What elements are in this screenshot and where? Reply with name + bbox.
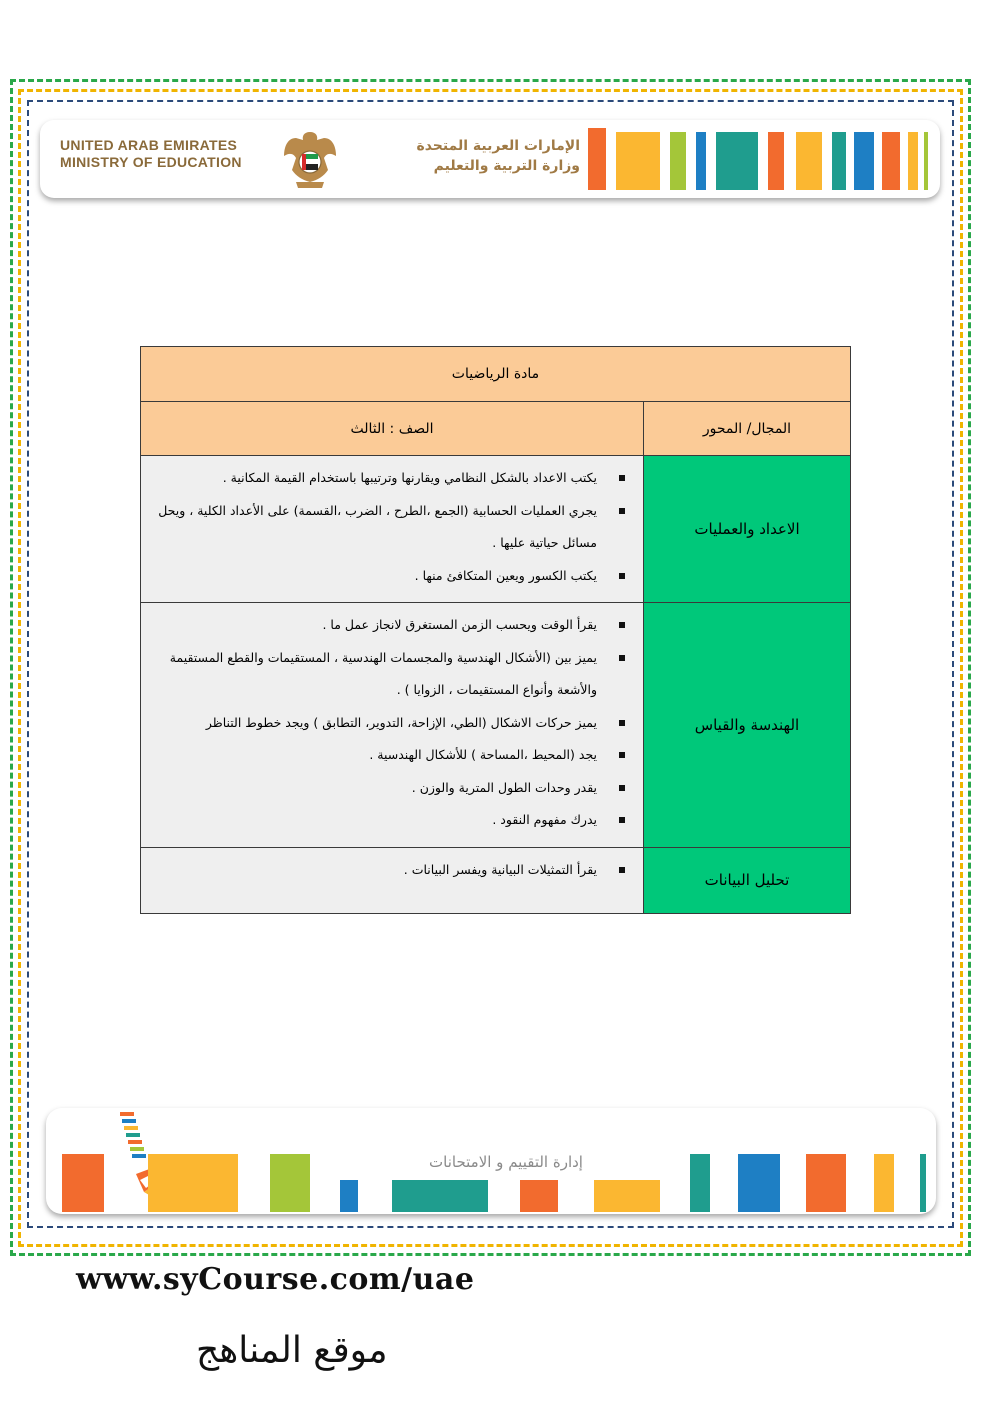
- outcomes-cell: [141, 847, 644, 913]
- english-line-2: MINISTRY OF EDUCATION: [60, 154, 242, 170]
- list-item: يقدر وحدات الطول المترية والوزن .: [153, 772, 633, 805]
- assessment-footer-banner: [46, 1108, 936, 1214]
- list-item: يجد (المحيط ،المساحة ) للأشكال الهندسية .: [153, 739, 633, 772]
- header-color-bar: [854, 132, 874, 190]
- footer-color-bar: [520, 1180, 558, 1212]
- header-color-bar: [716, 132, 758, 190]
- ministry-arabic-name: [370, 136, 580, 176]
- list-item: يميز حركات الاشكال (الطي، الإزاحة، التدوير، التطابق ) ويجد خطوط التناظر: [153, 707, 633, 740]
- assessment-department-name: إدارة التقييم و الامتحانات: [429, 1153, 583, 1171]
- footer-color-bar: [392, 1180, 488, 1212]
- outcomes-cell: [141, 456, 644, 603]
- footer-color-bar: [874, 1154, 894, 1212]
- header-color-bar: [696, 132, 706, 190]
- domain-numbers-operations: الاعداد والعمليات: [644, 456, 851, 603]
- english-line-1: UNITED ARAB EMIRATES: [60, 137, 238, 153]
- header-color-bar: [924, 132, 928, 190]
- list-item: يكتب الاعداد بالشكل النظامي ويقارنها وترتيبها باستخدام القيمة المكانية .: [153, 462, 633, 495]
- footer-color-bar: [920, 1154, 926, 1212]
- footer-color-bar: [62, 1154, 104, 1212]
- footer-color-bar: [690, 1154, 710, 1212]
- ministry-header-banner: [40, 120, 940, 198]
- header-color-bar: [832, 132, 846, 190]
- footer-color-bar: [738, 1154, 780, 1212]
- outcomes-list: [141, 456, 643, 602]
- grade-column-header: الصف : الثالث: [141, 402, 644, 456]
- ministry-english-name: [60, 137, 242, 171]
- header-color-bar: [908, 132, 918, 190]
- list-item: يقرأ الوقت ويحسب الزمن المستغرق لانجاز عمل ما .: [153, 609, 633, 642]
- footer-color-bar: [340, 1180, 358, 1212]
- subject-title: مادة الرياضيات: [141, 347, 851, 402]
- arabic-line-1: الإمارات العربية المتحدة: [416, 138, 580, 154]
- outcomes-cell: [141, 603, 644, 848]
- axis-column-header: المجال/ المحور: [644, 402, 851, 456]
- footer-color-bar: [148, 1154, 238, 1212]
- list-item: يكتب الكسور ويعين المتكافئ منها .: [153, 560, 633, 593]
- list-item: يقرأ التمثيلات البيانية ويفسر البيانات .: [153, 854, 633, 887]
- footer-color-bar: [594, 1180, 660, 1212]
- site-name-arabic: موقع المناهج: [196, 1330, 388, 1371]
- footer-color-bar: [270, 1154, 310, 1212]
- website-url[interactable]: www.syCourse.com/uae: [76, 1262, 475, 1297]
- header-color-bar: [670, 132, 686, 190]
- list-item: يميز بين (الأشكال الهندسية والمجسمات الهندسية ، المستقيمات والقطع المستقيمة والأشعة وأنواع المستقيمات ، الزوايا ) .: [153, 642, 633, 707]
- header-color-bar: [796, 132, 822, 190]
- math-curriculum-table: [140, 346, 851, 914]
- list-item: يدرك مفهوم النقود .: [153, 804, 633, 837]
- domain-data-analysis: تحليل البيانات: [644, 847, 851, 913]
- header-color-bar: [882, 132, 900, 190]
- list-item: يجري العمليات الحسابية (الجمع ،الطرح ، الضرب ،القسمة) على الأعداد الكلية ، ويحل مسائل حياتية عليها .: [153, 495, 633, 560]
- outcomes-list: [141, 848, 643, 897]
- uae-falcon-emblem-icon: [278, 126, 342, 192]
- arabic-line-2: وزارة التربية والتعليم: [433, 158, 580, 174]
- header-color-bar: [616, 132, 660, 190]
- header-color-bar: [768, 132, 784, 190]
- header-color-bar: [588, 128, 606, 190]
- outcomes-list: [141, 603, 643, 847]
- footer-color-bar: [806, 1154, 846, 1212]
- domain-geometry-measurement: الهندسة والقياس: [644, 603, 851, 848]
